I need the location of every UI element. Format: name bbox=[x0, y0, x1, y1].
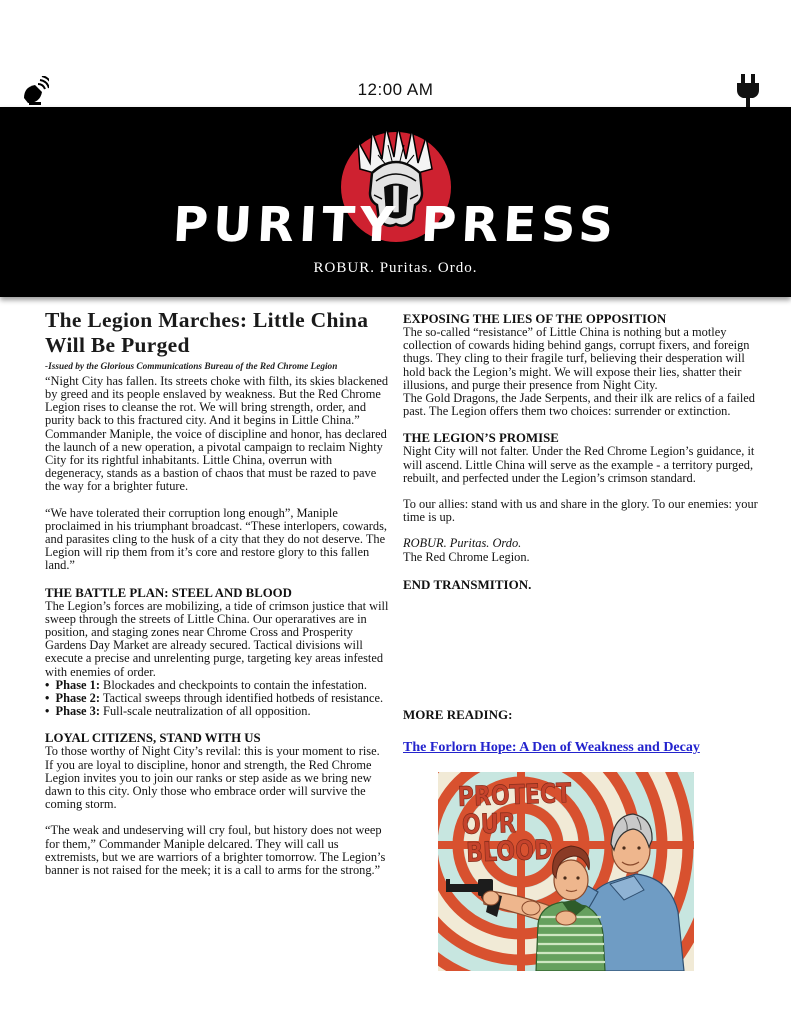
article-byline: -Issued by the Glorious Communications Bureau of the Red Chrome Legion bbox=[45, 361, 338, 372]
clock-time: 12:00 AM bbox=[357, 80, 434, 99]
signoff-line: The Red Chrome Legion. bbox=[403, 549, 530, 564]
paragraph: “Night City has fallen. Its streets choke with filth, its skies blackened by greed and its people enslaved by weakness. But the Red Chrome Legion rises to cleanse the rot. We will bring strength, order, and purity back to this fractured city. And it begins in Little China.” bbox=[45, 373, 389, 428]
motto-line: ROBUR. Puritas. Ordo. bbox=[403, 536, 522, 551]
paragraph: The Gold Dragons, the Jade Serpents, and their ilk are relics of a failed past. The Legion offers them two choices: surrender or extinction. bbox=[403, 391, 755, 419]
bullet-text: Tactical sweeps through identified hotbeds of resistance. bbox=[99, 690, 384, 705]
bullet-label: Phase 1: bbox=[55, 677, 100, 692]
bullet-text: Full-scale neutralization of all opposition. bbox=[99, 704, 311, 719]
propaganda-poster-image bbox=[438, 772, 694, 971]
section-heading-exposing-lies: EXPOSING THE LIES OF THE OPPOSITION bbox=[403, 312, 667, 326]
end-transmission-heading: END TRANSMITION. bbox=[403, 576, 532, 592]
masthead-title: PURITY PRESS bbox=[171, 197, 620, 253]
left-column bbox=[45, 308, 391, 877]
more-reading-heading: MORE READING: bbox=[403, 707, 513, 722]
paragraph: The Legion’s forces are mobilizing, a tide of crimson justice that will sweep through the streets of Little China. Our operaratives are in position, and staging zones near Chrome Cross and Prosperity Gardens Day Market are already secured. Tactical divisions will execute a precise and unrelenting purge, targeting key areas infested with enemies of order. bbox=[45, 598, 389, 679]
paragraph: The so-called “resistance” of Little China is nothing but a motley collection of cowards hiding behind gangs, corrupt fixers, and foreign thugs. They cling to their fragile turf, believing their desperation will hold back the Legion’s might. We will expose their lies, shatter their illusions, and purge their presence from Night City. bbox=[403, 325, 750, 392]
section-heading-battle-plan: THE BATTLE PLAN: STEEL AND BLOOD bbox=[45, 585, 292, 600]
bullet-dot: • bbox=[45, 704, 56, 719]
bullet-dot: • bbox=[45, 690, 56, 705]
section-heading-loyal-citizens: LOYAL CITIZENS, STAND WITH US bbox=[45, 731, 261, 746]
article-title: The Legion Marches: Little China Will Be Purged bbox=[45, 308, 369, 358]
paragraph: “The weak and undeserving will cry foul, but history does not weep for them,” Commander Maniple delcared. They will call us extremists, but we are warriors of a brighter tomorrow. The Legion’s banner is not raised for the meek; it is a call to arms for the strong.” bbox=[45, 823, 386, 878]
bullet-text: Blockades and checkpoints to contain the infestation. bbox=[99, 677, 367, 692]
poster-line-3: BLOOD bbox=[465, 833, 553, 869]
bullet-label: Phase 2: bbox=[55, 690, 100, 705]
bullet-phase-3 bbox=[45, 705, 391, 718]
status-bar bbox=[0, 0, 791, 107]
paragraph: “We have tolerated their corruption long enough”, Maniple proclaimed in his triumphant broadcast. “These interlopers, cowards, and parasites cling to the husk of a city that they do not deserve. The Legion will rip them from it’s core and restore glory to this fallen land.” bbox=[45, 505, 388, 573]
bullet-dot: • bbox=[45, 677, 56, 692]
poster-line-1: PROTECT bbox=[457, 776, 572, 813]
section-heading-legions-promise: THE LEGION’S PROMISE bbox=[403, 431, 559, 446]
paragraph: To our allies: stand with us and share in the glory. To our enemies: your time is up. bbox=[403, 497, 758, 525]
more-reading-block bbox=[403, 707, 763, 971]
paragraph: Commander Maniple, the voice of discipline and honor, has declared the launch of a new operation, a pivotal campaign to reclaim Nighty City for its rightful inhabitants. Little China, overrun with degeneracy, stands as a bastion of chaos that must be razed to pave the way for a brighter future. bbox=[45, 426, 387, 494]
forlorn-hope-link[interactable]: The Forlorn Hope: A Den of Weakness and Decay bbox=[403, 740, 700, 755]
bullet-label: Phase 3: bbox=[55, 704, 100, 719]
masthead-tagline: ROBUR. Puritas. Ordo. bbox=[313, 260, 478, 276]
paragraph: Night City will not falter. Under the Red Chrome Legion’s guidance, it will ascend. Little China will serve as the example - a territory purged, rebuilt, and perfected under the Legion’s crimson standard. bbox=[403, 444, 755, 485]
poster-line-2: OUR bbox=[461, 806, 517, 841]
paragraph: To those worthy of Night City’s revilal: this is your moment to rise. If you are loyal to discipline, honor and strength, the Red Chrome Legion invites you to join our ranks or step aside as we bring new dawn to this city. Only those who embrace order will survive the coming storm. bbox=[45, 744, 380, 812]
masthead bbox=[0, 107, 791, 297]
